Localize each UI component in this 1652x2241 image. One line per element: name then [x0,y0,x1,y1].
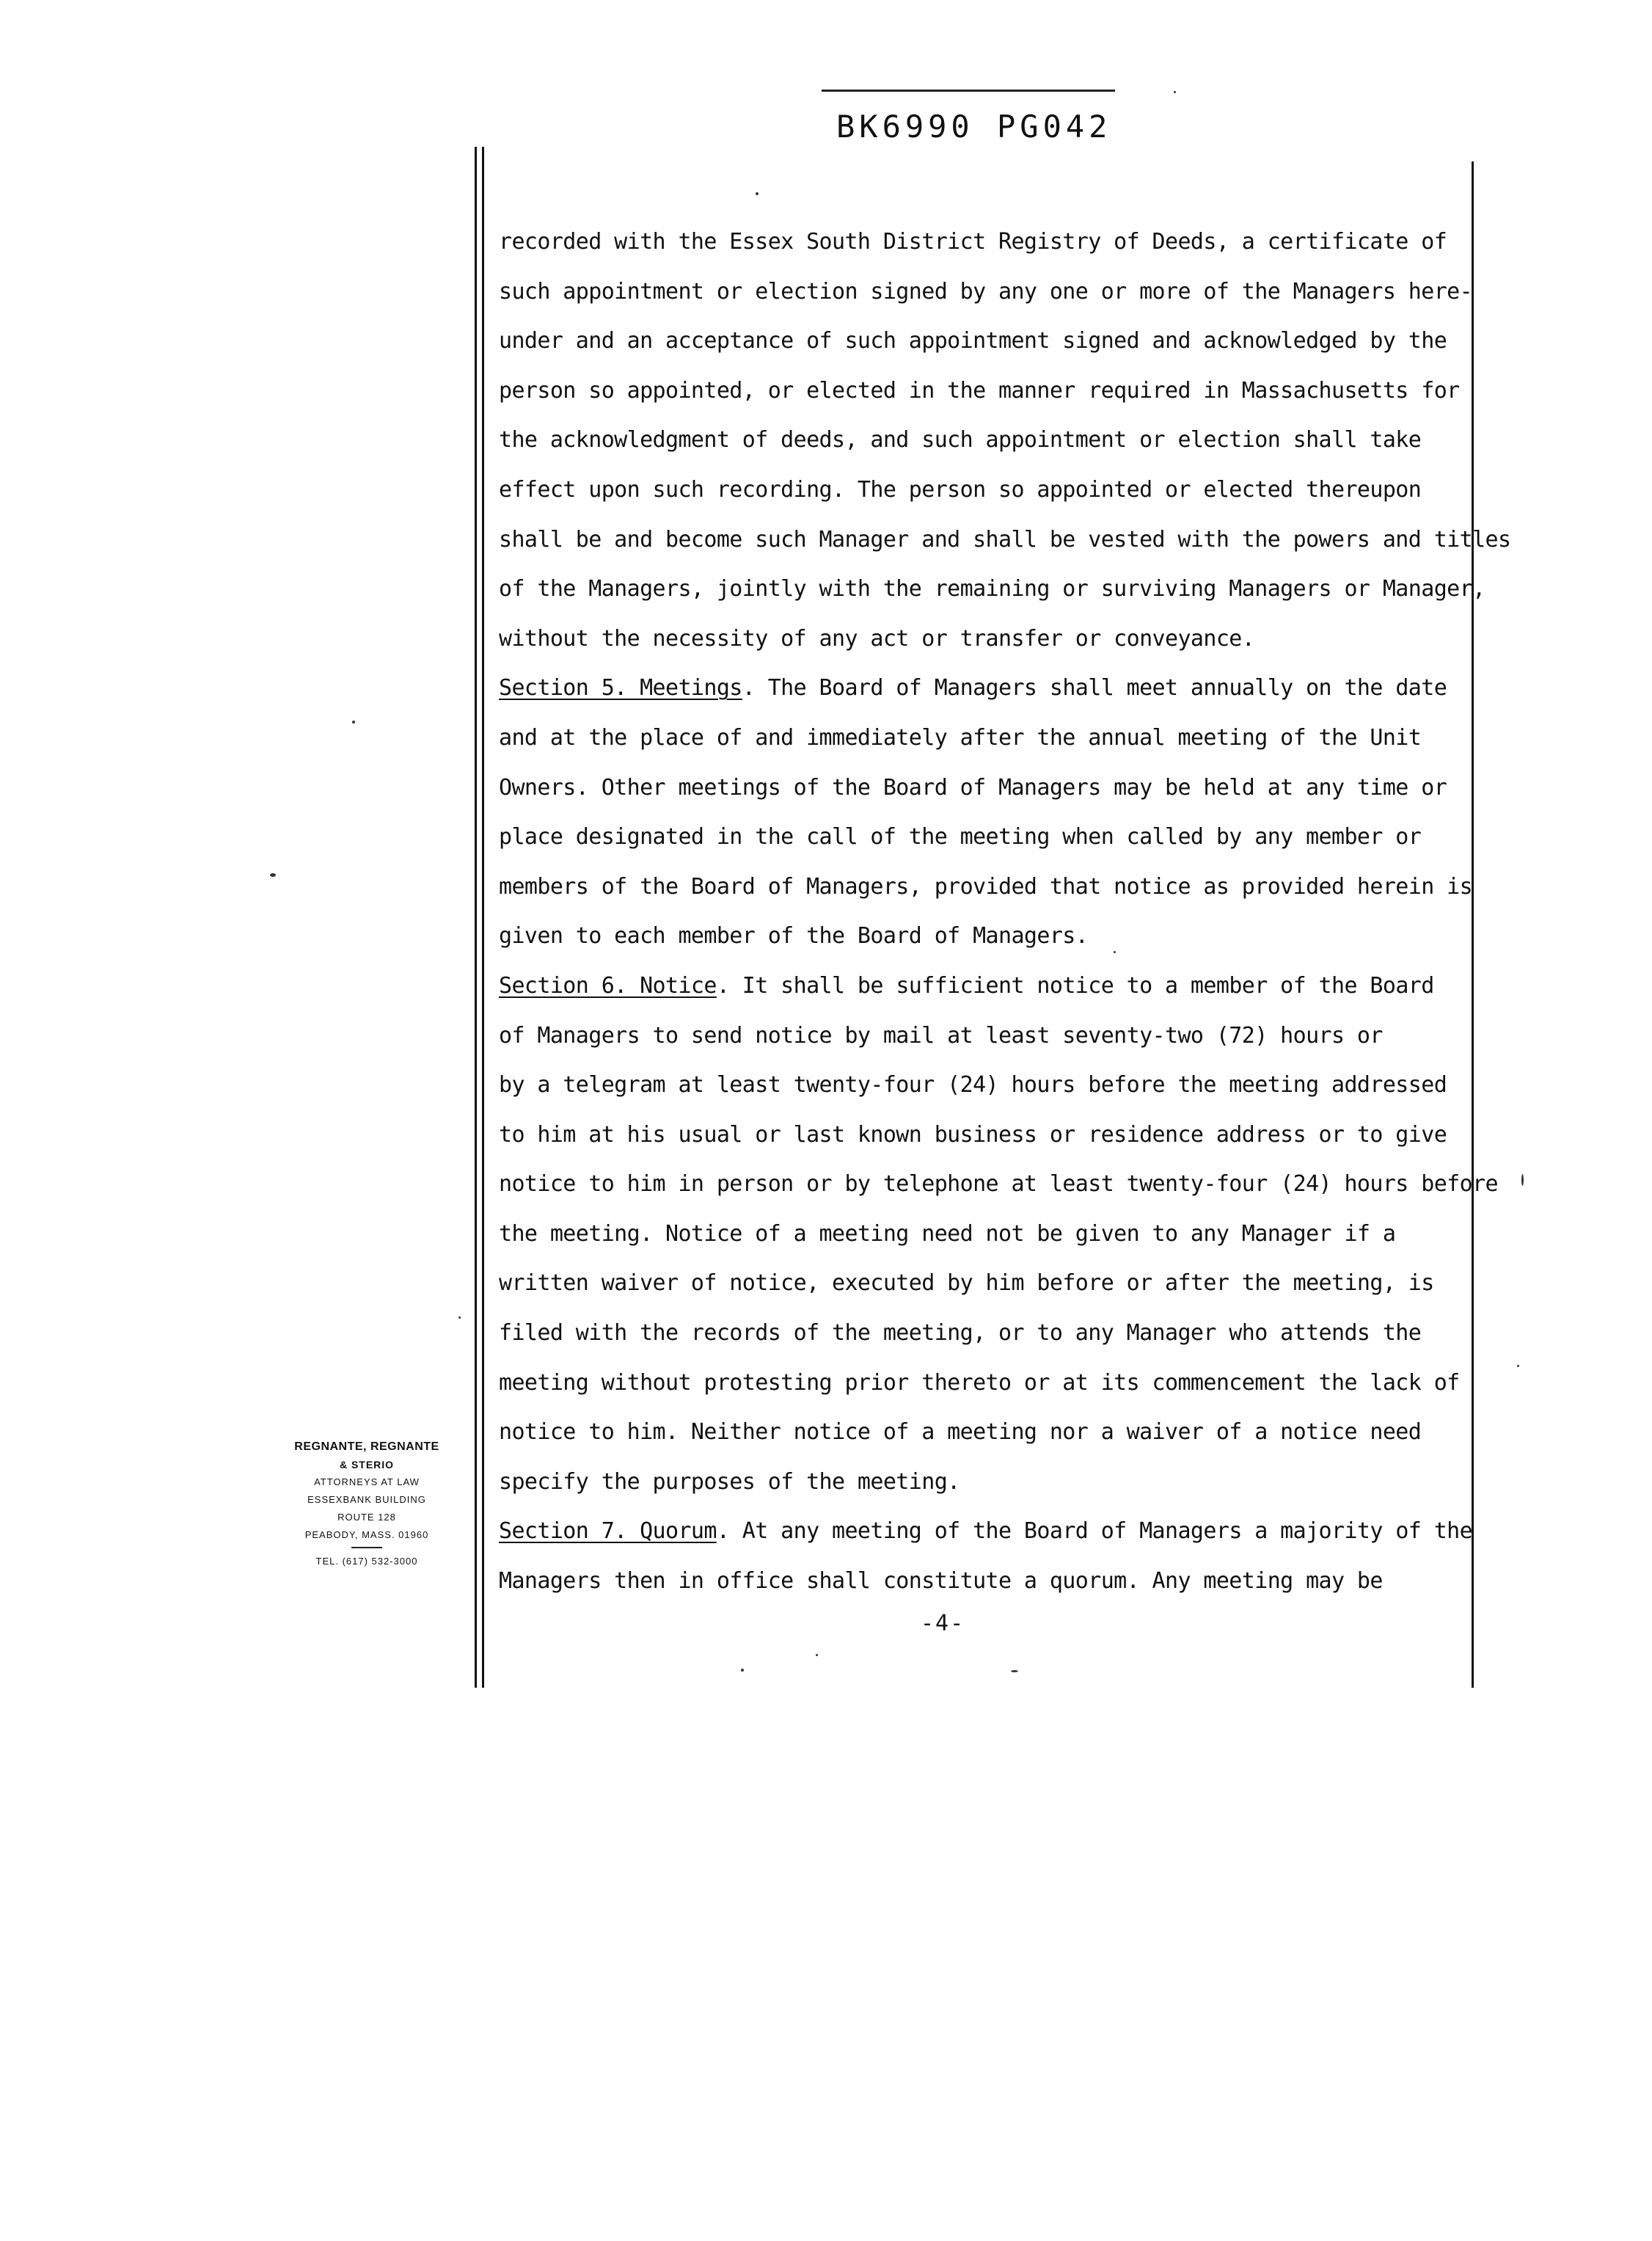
text-line [499,217,1467,267]
scan-speck [1517,1365,1519,1367]
text-line [499,1308,1467,1358]
line-text: . The Board of Managers shall meet annually on the date [742,675,1447,702]
text-line [499,1209,1467,1259]
text-line [499,515,1511,565]
text-line [499,1011,1467,1061]
line-text: filed with the records of the meeting, or to any Manager who attends the [499,1320,1422,1347]
text-line [499,713,1467,763]
header-rule [822,90,1115,92]
firm-divider [351,1547,382,1548]
line-text: written waiver of notice, executed by him before or after the meeting, is [499,1270,1434,1297]
law-firm-block [279,1438,455,1570]
firm-city: PEABODY, MASS. 01960 [304,1529,429,1540]
line-text: notice to him. Neither notice of a meeting nor a waiver of a notice need [499,1419,1422,1446]
scan-speck [270,873,276,877]
text-line [499,1159,1498,1209]
line-text: without the necessity of any act or transfer or conveyance. [499,625,1255,652]
line-text: Owners. Other meetings of the Board of Managers may be held at any time or [499,774,1447,801]
scan-speck [741,1669,744,1672]
text-line [499,911,1467,961]
scan-speck [1174,91,1176,93]
line-text: members of the Board of Managers, provided that notice as provided herein is [499,873,1473,900]
text-line [499,465,1467,515]
text-line [499,961,1467,1011]
line-text: person so appointed, or elected in the manner required in Massachusetts for [499,377,1460,404]
scan-speck [756,192,759,195]
firm-telephone: TEL. (617) 532-3000 [315,1556,418,1567]
line-text: such appointment or election signed by any one or more of the Managers here- [499,278,1473,305]
book-page-reference: BK6990 PG042 [836,109,1112,145]
text-line [499,614,1467,664]
line-text: the meeting. Notice of a meeting need not be given to any Manager if a [499,1220,1396,1247]
line-text: meeting without protesting prior thereto or at its commencement the lack of [499,1369,1460,1396]
text-line [499,812,1467,862]
body-text [499,217,1511,1606]
line-text: specify the purposes of the meeting. [499,1468,960,1495]
line-text: notice to him in person or by telephone at least twenty-four (24) hours before [499,1171,1498,1198]
text-line [499,1506,1473,1556]
scan-speck [458,1316,461,1319]
line-text: . At any meeting of the Board of Managers a majority of the [716,1518,1473,1545]
left-margin-rule-inner [482,147,484,1688]
text-line [499,267,1473,317]
line-text: recorded with the Essex South District Registry of Deeds, a certificate of [499,229,1447,255]
text-line [499,1556,1467,1606]
text-line [499,366,1467,416]
firm-name-line2: & STERIO [339,1459,395,1471]
line-text: . It shall be sufficient notice to a member of the Board [716,972,1434,999]
section-heading: Section 6. Notice [499,972,717,999]
right-margin-rule [1472,161,1474,1688]
line-text: given to each member of the Board of Managers. [499,923,1089,950]
text-line [499,1110,1467,1160]
line-text: of Managers to send notice by mail at least seventy-two (72) hours or [499,1022,1383,1049]
text-line [499,564,1485,614]
line-text: and at the place of and immediately after the annual meeting of the Unit [499,724,1422,751]
text-line [499,763,1467,813]
text-line [499,316,1467,366]
scan-speck [352,721,355,724]
section-heading: Section 5. Meetings [499,675,742,702]
line-text: under and an acceptance of such appointment signed and acknowledged by the [499,328,1447,354]
text-line [499,415,1467,465]
firm-route: ROUTE 128 [337,1512,396,1523]
line-text: to him at his usual or last known business or residence address or to give [499,1121,1447,1148]
line-text: of the Managers, jointly with the remaining or surviving Managers or Manager, [499,576,1485,602]
page-number: -4- [921,1611,965,1636]
scan-speck [1011,1670,1018,1672]
firm-name: REGNANTE, REGNANTE [294,1440,439,1453]
text-line [499,663,1467,713]
line-text: by a telegram at least twenty-four (24) hours before the meeting addressed [499,1072,1447,1098]
line-text: shall be and become such Manager and shall be vested with the powers and titles [499,526,1511,553]
firm-building: ESSEXBANK BUILDING [307,1494,426,1505]
text-line [499,1358,1467,1408]
text-line [499,1407,1467,1457]
text-line [499,862,1473,912]
scan-speck [1521,1174,1524,1186]
section-heading: Section 7. Quorum [499,1518,717,1545]
line-text: the acknowledgment of deeds, and such appointment or election shall take [499,427,1422,453]
text-line [499,1060,1467,1110]
line-text: place designated in the call of the meeting when called by any member or [499,824,1422,850]
line-text: Managers then in office shall constitute a quorum. Any meeting may be [499,1568,1383,1595]
text-line [499,1457,1467,1507]
scan-speck [816,1654,818,1656]
left-margin-rule-outer [475,147,477,1688]
scan-speck [1114,951,1116,953]
line-text: effect upon such recording. The person so appointed or elected thereupon [499,476,1422,503]
text-line [499,1258,1467,1308]
firm-role: ATTORNEYS AT LAW [314,1476,420,1487]
